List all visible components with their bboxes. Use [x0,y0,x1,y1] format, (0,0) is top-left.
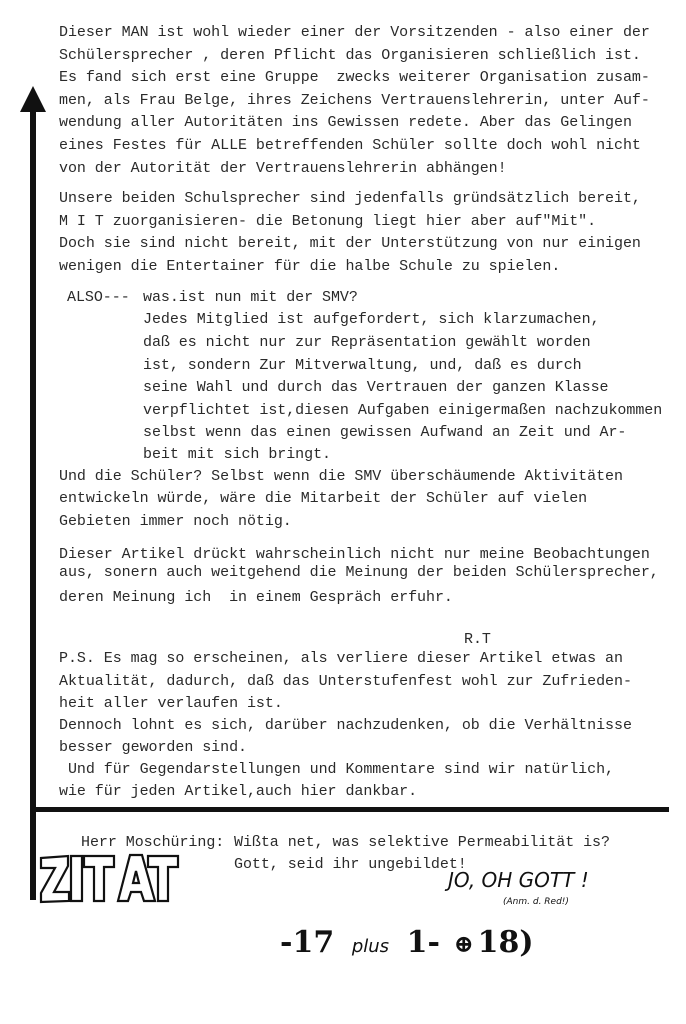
quote-line: Gott, seid ihr ungebildet! [234,856,467,873]
text-line: Unsere beiden Schulsprecher sind jedenfalls gründsätzlich bereit, [59,190,641,207]
text-line: wie für jeden Artikel,auch hier dankbar. [59,783,418,800]
text-line: aus, sonern auch weitgehend die Meinung der beiden Schülersprecher, [59,564,659,581]
page-number-part: 18) [477,925,534,960]
page-number-total [453,925,534,960]
author-signature: R.T [464,631,491,648]
zitat-logo [38,852,180,904]
page-number-part: 1- [406,925,440,960]
text-line: P.S. Es mag so erscheinen, als verliere dieser Artikel etwas an [59,650,623,667]
text-line: Und für Gegendarstellungen und Kommentare sind wir natürlich, [59,761,614,778]
text-line: Schülersprecher , deren Pflicht das Organisieren schließlich ist. [59,47,641,64]
text-line: was.ist nun mit der SMV? [143,289,358,306]
text-line: Jedes Mitglied ist aufgefordert, sich klarzumachen, [143,311,600,328]
text-line: deren Meinung ich in einem Gespräch erfuhr. [59,589,453,606]
page-number-part: -17 [280,925,335,960]
zitat-letter-i [71,856,82,901]
text-line: wenigen die Entertainer für die halbe Schule zu spielen. [59,258,561,275]
text-line: von der Autorität der Vertrauenslehrerin abhängen! [59,160,507,177]
text-line: Dieser MAN ist wohl wieder einer der Vorsitzenden - also einer der [59,24,650,41]
text-line: Und die Schüler? Selbst wenn die SMV überschäumende Aktivitäten [59,468,623,485]
quote-speaker: Herr Moschüring: [81,834,225,851]
page-number [280,925,534,965]
text-line: ist, sondern Zur Mitverwaltung, und, daß es durch [143,357,582,374]
text-line: verpflichtet ist,diesen Aufgaben einigermaßen nachzukommen [143,402,663,419]
handwritten-note: (Anm. d. Red!) [503,897,569,907]
text-line: M I T zuorganisieren- die Betonung liegt hier aber auf"Mit". [59,213,597,230]
text-line: Doch sie sind nicht bereit, mit der Unterstützung von nur einigen [59,235,641,252]
text-line: wendung aller Autoritäten ins Gewissen redete. Aber das Gelingen [59,114,632,131]
also-label: ALSO--- [67,289,130,306]
vertical-rule [30,104,36,900]
text-line: Aktualität, dadurch, daß das Unterstufenfest wohl zur Zufrieden- [59,673,632,690]
text-line: beit mit sich bringt. [143,446,331,463]
text-line: entwickeln würde, wäre die Mitarbeit der Schüler auf vielen [59,490,588,507]
text-line: Dennoch lohnt es sich, darüber nachzudenken, ob die Verhältnisse [59,717,632,734]
text-line: Dieser Artikel drückt wahrscheinlich nicht nur meine Beobachtungen [59,546,650,563]
zitat-letter-t1 [84,856,114,901]
text-line: heit aller verlaufen ist. [59,695,283,712]
text-line: besser geworden sind. [59,739,247,756]
zitat-letter-z [41,856,69,902]
text-line: men, als Frau Belge, ihres Zeichens Vertrauenslehrerin, unter Auf- [59,92,650,109]
text-line: eines Festes für ALLE betreffenden Schüler sollte doch wohl nicht [59,137,641,154]
horizontal-rule [33,807,669,812]
text-line: daß es nicht nur zur Repräsentation gewählt worden [143,334,591,351]
text-line: seine Wahl und durch das Vertrauen der ganzen Klasse [143,379,609,396]
text-line: Gebieten immer noch nötig. [59,513,292,530]
text-line: selbst wenn das einen gewissen Aufwand an Zeit und Ar- [143,424,627,441]
handwritten-reply: JO, OH GOTT ! [448,868,589,892]
crossed-paren-icon: ⊕ [453,929,474,958]
page-number-plus: plus [351,936,390,957]
text-line: Es fand sich erst eine Gruppe zwecks weiterer Organisation zusam- [59,69,650,86]
quote-line: Wißta net, was selektive Permeabilität is? [234,834,610,851]
